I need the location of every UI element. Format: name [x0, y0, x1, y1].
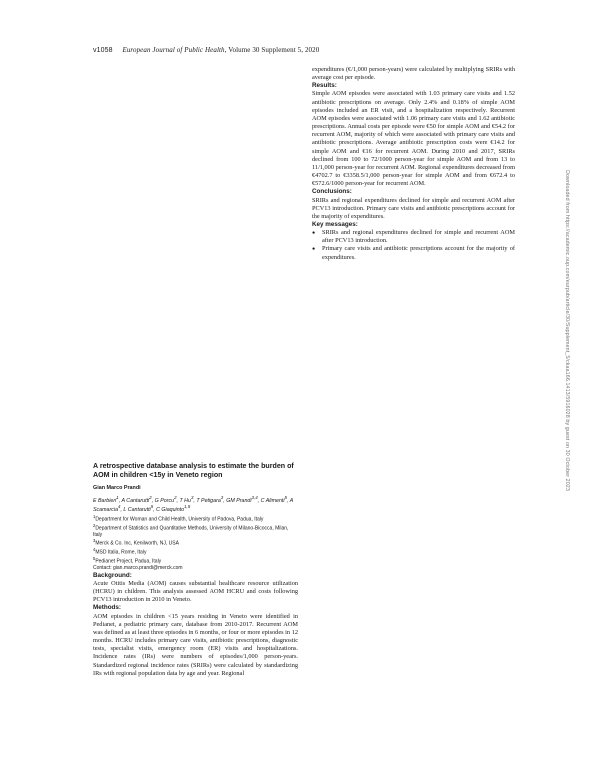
affiliation-4: $^4$MSD Italia, Rome, Italy: [93, 547, 147, 556]
results-heading: Results:: [312, 82, 337, 90]
abstract-title: A retrospective database analysis to estimate the burden of AOM in children <15y in Veneto region: [93, 462, 294, 479]
methods-heading: Methods:: [93, 604, 121, 612]
volume-info: , Volume 30 Supplement 5, 2020: [224, 46, 320, 54]
conclusions-heading: Conclusions:: [312, 188, 352, 196]
affiliation-5: $^5$Pedianet Project, Padua, Italy: [93, 556, 162, 566]
affiliation-3: $^3$Merck & Co. Inc, Kenilworth, NJ, USA: [93, 538, 179, 547]
contact-email: Contact: gian.marco.prandi@merck.com: [93, 565, 183, 572]
key-messages-heading: Key messages:: [312, 220, 358, 228]
page-header: [93, 46, 319, 54]
conclusions-text: SRIRs and regional expenditures declined for simple and recurrent AOM after PCV13 introduction. Primary care visits and antibiotic prescriptions account for the majority of expenditures.: [312, 196, 515, 220]
key-message-2: ● Primary care visits and antibiotic prescriptions account for the majority of expenditures.: [312, 245, 515, 261]
right-column: [312, 66, 515, 262]
affiliation-2: $^2$Department of Statistics and Quantitative Methods, University of Milano-Bicocca, Milan, Italy: [93, 522, 289, 538]
author-list: E Barbieri$^1$, A Cantarutti$^2$, G Porcu$^2$, T Hu$^3$, T Petigara$^3$, GM Prandi$^{3,4}$, C Alimenti$^5$, A Scamarcia$^4$, L Cantarutti$^5$, C Giaquinto$^{1,5}$: [93, 494, 294, 513]
key-message-1: ● SRIRs and regional expenditures declined for simple and recurrent AOM after PCV13 introduction.: [312, 229, 515, 245]
affiliation-1: $^1$Department for Woman and Child Health, University of Padova, Padua, Italy: [93, 513, 264, 523]
journal-name: European Journal of Public Health: [122, 46, 225, 54]
page-number: v1058: [93, 47, 113, 54]
methods-text: AOM episodes in children <15 years residing in Veneto were identified in Pedianet, a pediatric primary care, database from 2010-2017. Recurrent AOM was defined as at least three episodes in 6 months, or four or more episodes in 12 months. HCRU includes primary care visits, antibiotic prescriptions, diagnostic tests, specialist visits, emergency room (ER) visits and hospitalizations. Incidence rates (IRs) were numbers of episodes/1,000 person-years. Standardized regional incidence rates (SRIRs) were calculated by standardizing IRs with regional population data by age and year. Regional: [93, 612, 298, 677]
left-column: [93, 462, 298, 678]
key-messages-list: [312, 229, 515, 262]
methods-text-continued: expenditures (€/1,000 person-years) were calculated by multiplying SRIRs with average cost per episode.: [312, 66, 515, 82]
results-text: Simple AOM episodes were associated with 1.03 primary care visits and 1.52 antibiotic prescriptions on average. Only 2.4% and 0.18% of simple AOM episodes included an ER visit, and a hospitalization respectively. Recurrent AOM episodes were associated with 1.06 primary care visits and 1.62 antibiotic prescriptions. Annual costs per episode were €50 for simple AOM and €54.2 for recurrent AOM, majority of which were associated with primary care visits and antibiotic prescriptions. Average antibiotic prescription costs were €14.2 for simple AOM and €16 for recurrent AOM. During 2010 and 2017, SRIRs declined from 100 to 72/1000 person-year for simple AOM and from 13 to 11/1,000 person-year for recurrent AOM. Regional expenditures decreased from €4702.7 to €3358.5/1,000 person-year for simple AOM and from €672.4 to €572.6/1000 person-year for recurrent AOM.: [312, 90, 515, 188]
presenter-name: Gian Marco Prandi: [93, 484, 141, 491]
background-heading: Background:: [93, 571, 132, 579]
download-watermark: Downloaded from https://academic.oup.com/eurpub/article/30/Supplement_5/ckaa166.1413/5916028 by guest on 30 October 2023: [564, 170, 570, 491]
background-text: Acute Otitis Media (AOM) causes substantial healthcare resource utilization (HCRU) in children. This analysis assessed AOM HCRU and costs following PCV13 introduction in 2010 in Veneto.: [93, 580, 298, 604]
